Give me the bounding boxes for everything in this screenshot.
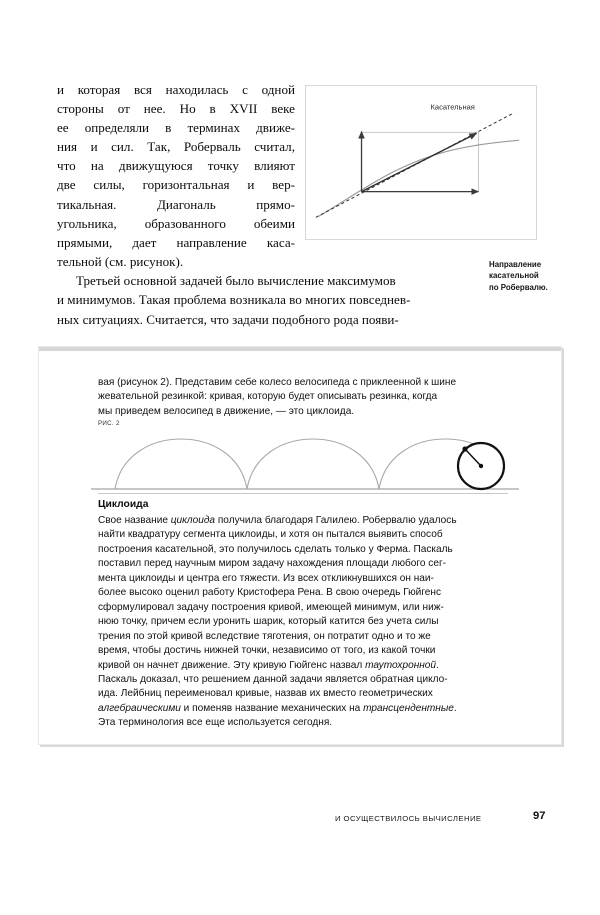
text-line: тикальная. Диагональ прямо- <box>57 196 295 212</box>
text-line: тельной (см. рисунок). <box>57 253 184 269</box>
wheel-center-dot <box>479 464 483 468</box>
text-line: сформулировал задачу построения кривой, имеющей минимум, или ниж- <box>98 601 444 613</box>
text-line: угольника, образованного обеими <box>57 215 295 231</box>
text-line: ее определяли в терминах движе- <box>57 120 295 136</box>
figure-number-label: РИС. 2 <box>98 420 120 427</box>
text-line: алгебраическими и поменяв название механических на трансцендентные. <box>98 702 457 714</box>
text-line: Паскаль доказал, что решением данной задачи является обратная цикло- <box>98 673 448 685</box>
text-line: вая (рисунок 2). Представим себе колесо велосипеда с приклеенной к шине <box>98 377 457 388</box>
cycloid-figure-svg <box>91 431 519 497</box>
text-line: мента циклоиды и центра его тяжести. Из всех откликнувшихся он наи- <box>98 572 434 584</box>
body-paragraph-column <box>57 80 295 271</box>
text-line: и которая вся находилась с одной <box>57 82 295 97</box>
margin-caption <box>489 259 589 293</box>
text-line: Эта терминология все еще используется сегодня. <box>98 717 333 729</box>
curve-path <box>319 140 519 216</box>
panel-body-text <box>98 514 510 731</box>
text-line: трения по этой кривой вследствие тяготения, он потратит одно и то же <box>98 630 431 642</box>
text-line: Свое название циклоида получила благодаря Галилею. Робервалю удалось <box>98 515 457 526</box>
body-paragraph-wide <box>57 271 472 329</box>
text-line: и минимумов. Такая проблема возникала во многих повседнев- <box>57 292 411 308</box>
running-head: И ОСУЩЕСТВИЛОСЬ ВЫЧИСЛЕНИЕ <box>335 814 482 823</box>
cycloid-sidebar-panel <box>38 346 562 745</box>
caption-line: по Робервалю. <box>489 282 548 292</box>
text-line: построения касательной, это получилось сделать только у Ферма. Паскаль <box>98 543 453 555</box>
text-line: ных ситуациях. Считается, что задачи подобного рода появи- <box>57 311 399 327</box>
tangent-label: Касательная <box>430 102 475 112</box>
panel-divider <box>98 493 508 494</box>
text-line: кривой он начнет движение. Эту кривую Гюйгенс назвал таутохронной. <box>98 659 439 671</box>
text-line: стороны от нее. Но в XVII веке <box>57 101 295 117</box>
text-line: время, чтобы достичь нижней точки, независимо от того, из какой точки <box>98 645 436 657</box>
text-line: жевательной резинкой: кривая, которую будет описывать резинка, когда <box>98 391 438 403</box>
text-line: Третьей основной задачей было вычисление максимумов <box>76 273 396 288</box>
cycloid-figure <box>91 431 519 497</box>
text-line: мы приведем велосипед в движение, — это циклоида. <box>98 405 355 417</box>
text-line: более высоко оценил работу Кристофера Рена. В свою очередь Гюйгенс <box>98 587 442 599</box>
text-line: что на движущуюся точку влияют <box>57 158 295 174</box>
page-number: 97 <box>533 810 546 822</box>
tangent-direction-figure <box>305 85 537 240</box>
text-line: прямыми, дает направление каса- <box>57 234 295 250</box>
top-section <box>0 0 600 340</box>
wheel-rim-point <box>462 446 467 451</box>
caption-line: Направление <box>489 260 542 269</box>
tangent-figure-svg <box>306 86 536 239</box>
panel-intro-text <box>98 376 516 419</box>
text-line: нюю точку, причем если уронить шарик, который катится без учета силы <box>98 616 439 628</box>
diagonal-resultant-arrow <box>362 133 477 191</box>
text-line: найти квадратуру сегмента циклоиды, и хотя он пытался выявить способ <box>98 529 443 541</box>
text-line: две силы, горизонтальная и вер- <box>57 177 295 193</box>
cycloid-arch <box>247 439 379 489</box>
text-line: ния и сил. Так, Роберваль считал, <box>57 139 295 155</box>
caption-line: касательной <box>489 271 539 281</box>
text-line: поставил перед научным миром задачу нахождения площади любого сег- <box>98 558 446 570</box>
cycloid-arch <box>115 439 247 489</box>
text-line: ида. Лейбниц переименовал кривые, назвав их вместо геометрических <box>98 688 433 700</box>
panel-heading: Циклоида <box>98 499 149 510</box>
